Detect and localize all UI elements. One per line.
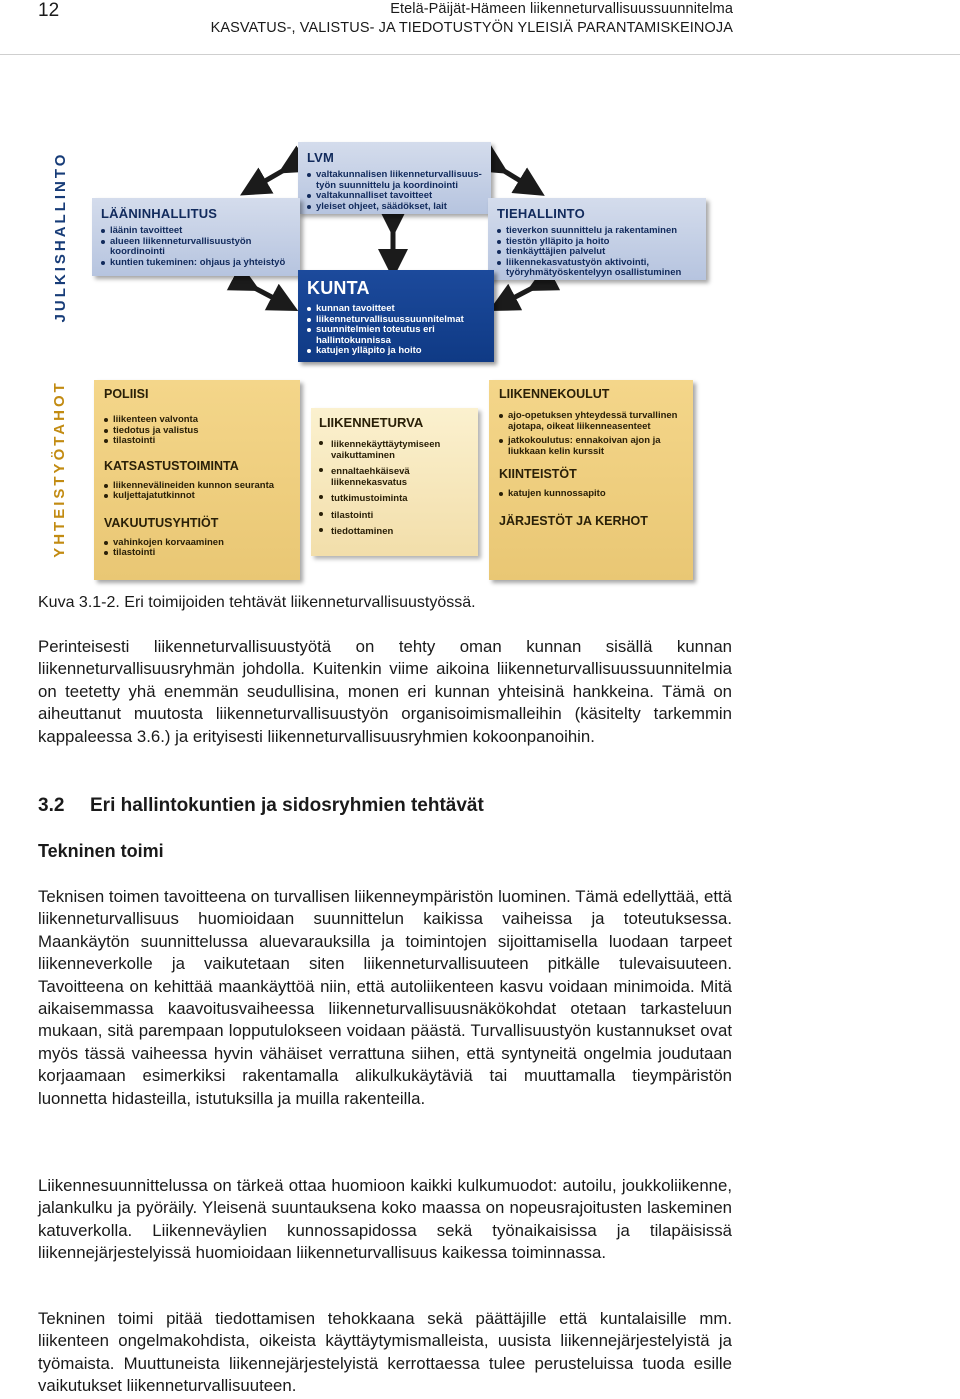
list-item: ennaltaehkäisevä liikennekasvatus — [319, 465, 470, 490]
figure-caption: Kuva 3.1-2. Eri toimijoiden tehtävät liikenneturvallisuustyössä. — [38, 594, 476, 611]
arrow-lvm-laaninhallitus — [253, 166, 291, 188]
document-title: Etelä-Päijät-Hämeen liikenneturvallisuussuunnitelma — [390, 1, 733, 17]
list-item: liikennekasvatustyön aktivointi, työryhmätyöskentelyyn osallistuminen — [497, 258, 697, 279]
box-right-column — [489, 380, 693, 580]
list-item: suunnitelmien toteutus eri hallintokunnissa — [307, 325, 485, 346]
list-item: tilastointi — [104, 436, 290, 447]
box-laaninhallitus-title: LÄÄNINHALLITUS — [101, 206, 218, 221]
list-item: tilastointi — [319, 509, 470, 524]
list-item: tilastointi — [104, 548, 290, 559]
arrow-lvm-tiehallinto — [496, 166, 532, 188]
header-divider — [0, 54, 960, 55]
box-lvm-title: LVM — [307, 150, 335, 165]
paragraph-tekninen-2: Liikennesuunnittelussa on tärkeä ottaa huomioon kaikki kulkumuodot: autoilu, joukkoliikenne, jalankulku ja pyöräily. Yleisenä suuntauksena koko maassa on nopeusrajoitusten laskeminen katuverkolla. Liikenneväylien kunnossapidossa sekä työnaikaisissa ja tilapäisissä liikennejärjestelyissä huomioidaan liikenneturvallisuus kaikessa toiminnassa. — [38, 1176, 732, 1263]
list-item: kuljettajatutkinnot — [104, 491, 290, 502]
poliisi-title: POLIISI — [104, 387, 149, 401]
list-item: kuntien tukeminen: ohjaus ja yhteistyö — [101, 258, 291, 269]
box-tiehallinto-title: TIEHALLINTO — [497, 206, 585, 221]
katsastus-title: KATSASTUSTOIMINTA — [104, 458, 239, 473]
box-kunta-title: KUNTA — [307, 278, 370, 298]
list-item: valtakunnalisen liikenneturvallisuus-työn suunnittelu ja koordinointi — [307, 170, 482, 191]
organization-diagram — [0, 140, 700, 595]
list-item: vahinkojen korvaaminen — [104, 538, 290, 549]
box-laaninhallitus — [92, 198, 300, 276]
box-liikenneturva — [311, 408, 478, 556]
list-item: tiedotus ja valistus — [104, 426, 290, 437]
list-item: ajo-opetuksen yhteydessä turvallinen ajotapa, oikeat liikenneasenteet — [499, 411, 683, 432]
box-lvm — [298, 142, 491, 214]
box-kunta — [298, 270, 494, 362]
section-title: Eri hallintokuntien ja sidosryhmien tehtävät — [90, 795, 484, 816]
paragraph-tekninen-1: Teknisen toimen tavoitteena on turvallisen liikenneympäristön luominen. Tämä edellyttää, että liikenneturvallisuus huomioidaan suunnittelun kaikissa vaiheissa ja toteutuksessa. Maankäytön suunnittelussa aluevarauksilla ja toimintojen sijoittamisella luodaan tarpeet liikenneverkolle ja vaikutetaan siten liikenneturvallisuuteen pitkälle tulevaisuuteen. Tavoitteena on kehittää maankäyttöä niin, että autoliikenteen kasvu voidaan minimoida. Mitä aikaisemmassa kaavoitusvaiheessa liikenneturvallisuusnäkökohdat otetaan tarkasteluun mukaan, sitä parempaan lopputulokseen voidaan päästä. Turvallisuustyön kustannukset ovat myös tässä vaiheessa hyvin vähäiset verrattuna siihen, että syntyneitä ongelmia joudutaan korjaamaan esimerkiksi rakentamalla alikulkukäytäviä tai muuttamalla tieympäristön luonnetta hidasteilla, istutuksilla ja muilla rakenteilla. — [38, 887, 732, 1108]
list-item: alueen liikenneturvallisuustyön koordinointi — [101, 237, 291, 258]
box-left-column — [94, 380, 300, 580]
vakuutus-title: VAKUUTUSYHTIÖT — [104, 515, 219, 530]
jarjestot-title: JÄRJESTÖT JA KERHOT — [499, 513, 648, 528]
kiinteistot-title: KIINTEISTÖT — [499, 467, 577, 481]
subsection-heading: Tekninen toimi — [38, 841, 164, 861]
list-item: liikennekäyttäytymiseen vaikuttaminen — [319, 438, 470, 463]
paragraph-intro: Perinteisesti liikenneturvallisuustyötä on tehty oman kunnan sisällä kunnan liikenneturvallisuusryhmän johdolla. Kuitenkin viime aikoina liikenneturvallisuussuunnitelmia on teetetty yhä enemmän seudullisina, monen eri kunnan yhteisinä hankkeina. Tämä on aiheuttanut muutosta liikenneturvallisuustyön organisoimismalleihin (käsitelty tarkemmin kappaleessa 3.6.) ja erityisesti liikenneturvallisuusryhmien kokoonpanoihin. — [38, 637, 732, 746]
list-item: katujen ylläpito ja hoito — [307, 346, 485, 357]
arrow-tie-kunta — [502, 284, 540, 304]
list-item: tutkimustoiminta — [319, 492, 470, 507]
chapter-title: KASVATUS-, VALISTUS- JA TIEDOTUSTYÖN YLEISIÄ PARANTAMISKEINOJA — [210, 20, 733, 36]
list-item: kunnan tavoitteet — [307, 304, 485, 315]
side-label-julkishallinto: JULKISHALLINTO — [52, 151, 69, 323]
section-heading — [38, 795, 484, 817]
liikennekoulut-title: LIIKENNEKOULUT — [499, 387, 610, 401]
page-number: 12 — [38, 0, 60, 21]
list-item: valtakunnalliset tavoitteet — [307, 191, 482, 202]
paragraph-tekninen-3: Tekninen toimi pitää tiedottamisen tehokkaana sekä päättäjille että kuntalaisille mm. liikenteen ongelmakohdista, oikeista käyttäytymismalleista, uusista liikennejärjestelyistä ja työmaista. Muuttuneista liikennejärjestelyistä kerrottaessa tulee perusteluissa tuoda esille vaikutukset liikenneturvallisuuteen. — [38, 1309, 732, 1396]
list-item: jatkokoulutus: ennakoivan ajon ja liukkaan kelin kurssit — [499, 436, 683, 457]
list-item: tieverkon suunnittelu ja rakentaminen — [497, 226, 697, 237]
list-item: tiestön ylläpito ja hoito — [497, 237, 697, 248]
side-label-yhteistyotahot: YHTEISTYÖTAHOT — [51, 380, 68, 558]
box-tiehallinto — [488, 198, 706, 280]
section-number: 3.2 — [38, 795, 65, 816]
list-item: liikennevälineiden kunnon seuranta — [104, 481, 290, 492]
list-item: katujen kunnossapito — [499, 489, 683, 500]
list-item: läänin tavoitteet — [101, 226, 291, 237]
list-item: liikenteen valvonta — [104, 415, 290, 426]
list-item: liikenneturvallisuussuunnitelmat — [307, 315, 485, 326]
list-item: tienkäyttäjien palvelut — [497, 247, 697, 258]
liikenneturva-title: LIIKENNETURVA — [319, 415, 424, 430]
list-item: yleiset ohjeet, säädökset, lait — [307, 202, 482, 213]
list-item: tiedottaminen — [319, 525, 470, 540]
arrow-laani-kunta — [247, 284, 285, 304]
